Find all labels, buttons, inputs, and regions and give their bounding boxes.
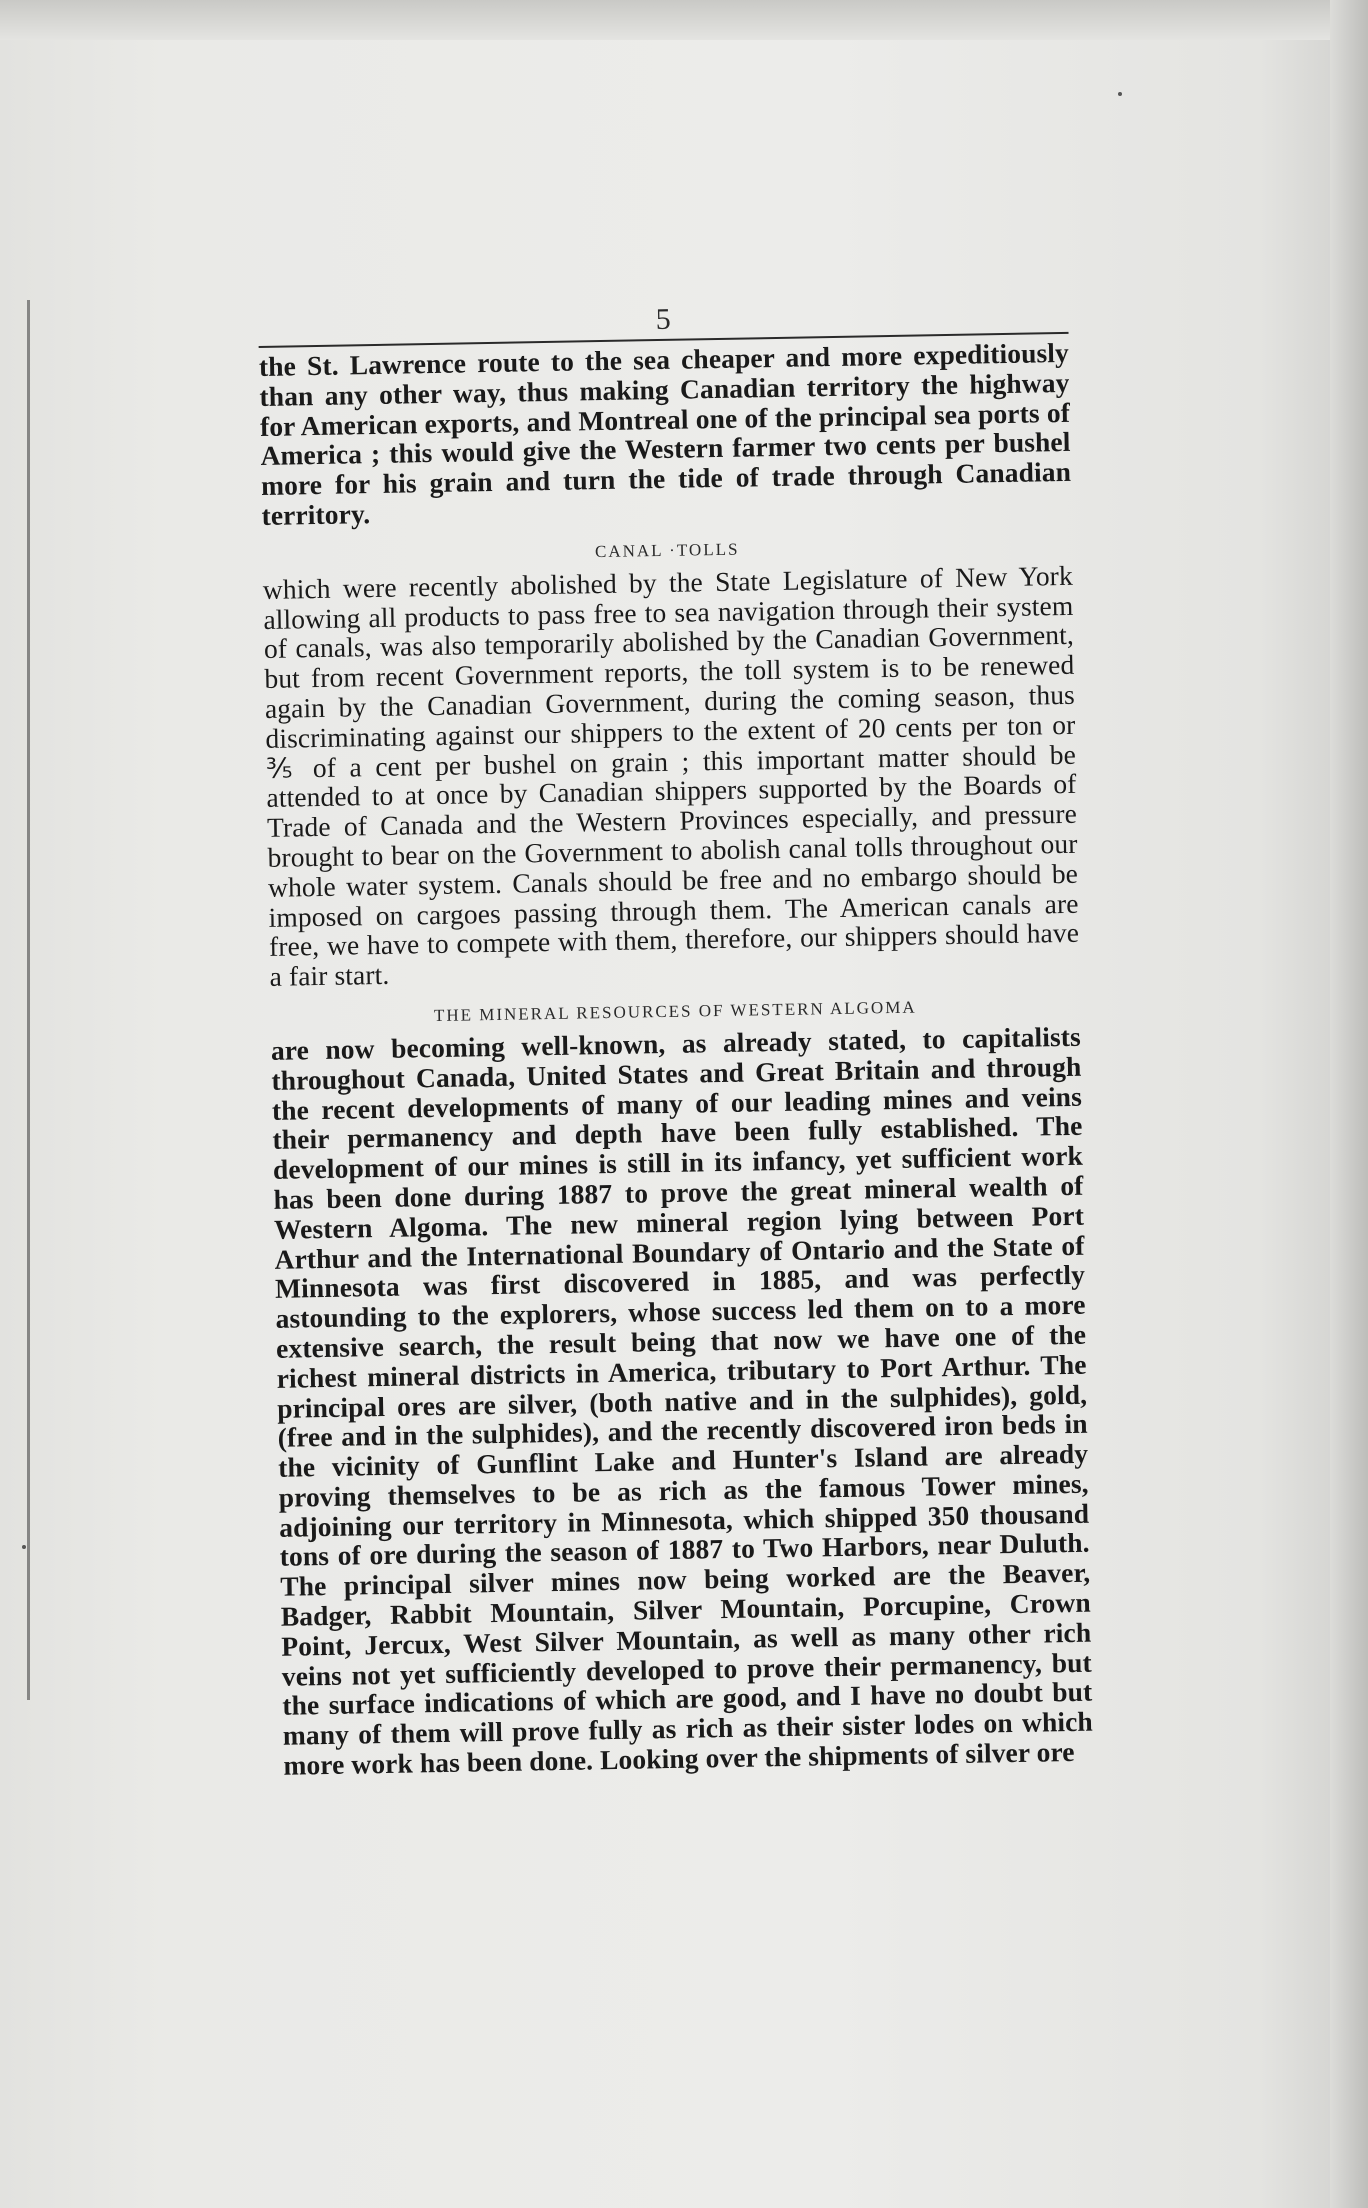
margin-line xyxy=(27,300,30,1700)
page-binding-shadow xyxy=(1330,0,1368,2208)
mineral-resources-paragraph: are now becoming well-known, as already stated, to capitalists throughout Canada, United States and Great Britain and through the recent developments of many of our leading mines and veins their permanency and depth have been fully established. The development of our mines is still in its infancy, yet sufficient work has been done during 1887 to prove the great mineral wealth of Western Algoma. The new mineral region lying between Port Arthur and the International Boundary of Ontario and the State of Minnesota was first discovered in 1885, and was perfectly astounding to the explorers, whose success led them on to a more extensive search, the result being that now we have one of the richest mineral districts in America, tributary to Port Arthur. The principal ores are silver, (both native and in the sulphides), gold, (free and in the sulphides), and the recently discovered iron beds in the vicinity of Gunflint Lake and Hunter's Island are already proving themselves to be as rich as the famous Tower mines, adjoining our territory in Minnesota, which shipped 350 thousand tons of ore during the season of 1887 to Two Harbors, near Duluth. The principal silver mines now being worked are the Beaver, Badger, Rabbit Mountain, Silver Mountain, Porcupine, Crown Point, Jercux, West Silver Mountain, as well as many other rich veins not yet sufficiently developed to prove their permanency, but the surface indications of which are good, and I have no doubt but many of them will prove fully as rich as their sister lodes on which more work has been done. Looking over the shipments of silver ore xyxy=(270,1020,1094,1781)
paper-speck xyxy=(1118,92,1122,96)
section-heading-mineral-resources: THE MINERAL RESOURCES OF WESTERN ALGOMA xyxy=(433,997,917,1025)
canal-tolls-paragraph: which were recently abolished by the State Legislature of New York allowing all products to pass free to sea navigation through their system of canals, was also temporarily abolished by the Canadian Government, but from recent Government reports, the toll system is to be renewed again by the Canadian Government, during the coming season, thus discriminating against our shippers to the extent of 20 cents per ton or ⅗ of a cent per bushel on grain ; this important matter should be attended to at once by Canadian shippers supported by the Boards of Trade of Canada and the Western Provinces especially, and pressure brought to bear on the Government to abolish canal tolls throughout our whole water system. Canals should be free and no embargo should be imposed on cargoes passing through them. The American canals are free, we have to compete with them, therefore, our shippers should have a fair start. xyxy=(262,559,1080,993)
page-number: 5 xyxy=(655,302,672,337)
text-column xyxy=(258,296,1094,1781)
intro-paragraph: the St. Lawrence route to the sea cheaper and more expeditiously than any other way, thus making Canadian territory the highway for American exports, and Montreal one of the principal sea ports of America ; this would give the Western farmer two cents per bushel more for his grain and turn the tide of trade through Canadian territory. xyxy=(258,336,1072,531)
section-heading-canal-tolls: CANAL ·TOLLS xyxy=(594,539,740,561)
page-top-shadow xyxy=(0,0,1368,40)
paper-speck xyxy=(22,1545,26,1549)
